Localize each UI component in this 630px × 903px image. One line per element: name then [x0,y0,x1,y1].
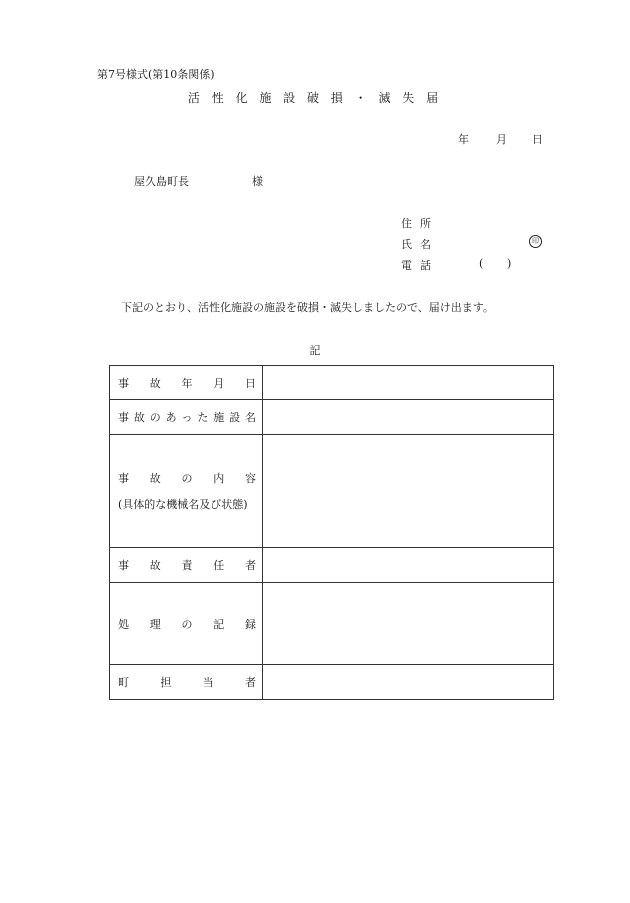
row-label [118,616,256,632]
document-title: 活 性 化 施 設 破 損 ・ 滅 失 届 [187,91,443,105]
address-label: 住所 [401,217,439,230]
label-char: 事 [118,376,129,390]
label-char: 設 [229,411,241,424]
table-row [110,665,554,700]
value-cell[interactable] [263,435,554,548]
label-char: の [181,472,193,485]
label-cell [110,400,263,435]
label-char: 町 [118,676,129,689]
label-char: の [149,411,161,424]
addressee-honorific: 様 [252,175,263,188]
label-char: 月 [213,376,225,390]
table-row [110,366,554,400]
phone-paren-close: ) [507,257,512,270]
table-row [110,583,554,665]
date-day-label: 日 [532,133,543,146]
seal-mark: 印 [529,235,542,248]
label-char: 者 [244,676,256,689]
label-char: 事 [118,559,129,572]
label-char: た [197,411,209,424]
label-char: 理 [149,617,161,631]
label-char: あ [165,411,177,424]
phone-label: 電話 [401,259,439,272]
value-cell[interactable] [263,366,554,400]
label-char: 任 [213,559,225,572]
date-month-label: 月 [496,133,507,146]
row-label [118,470,256,486]
row-label [118,409,256,425]
label-char: 日 [245,376,256,390]
label-char: 年 [181,376,193,390]
label-cell [110,665,263,700]
value-cell[interactable] [263,400,554,435]
label-char: 事 [118,472,129,485]
label-cell [110,548,263,583]
value-cell[interactable] [263,665,554,700]
row-label [118,674,256,690]
table-row [110,548,554,583]
row-sub-label: (具体的な機械名及び状態) [118,498,248,511]
label-char: 担 [160,676,172,689]
label-char: 容 [245,472,256,485]
label-char: 名 [245,411,256,424]
table-row [110,400,554,435]
label-char: 故 [149,472,161,485]
value-cell[interactable] [263,583,554,665]
label-char: 施 [213,411,225,424]
label-char: っ [181,411,193,424]
label-char: 録 [245,617,256,631]
label-char: 事 [118,411,129,424]
label-char: 故 [133,411,145,424]
label-char: 内 [213,472,225,485]
label-char: 責 [181,559,193,572]
table-row [110,435,554,548]
row-label [118,375,256,391]
phone-paren-open: ( [479,257,484,270]
label-char: 処 [118,617,129,631]
label-cell [110,366,263,400]
label-char: 故 [149,376,161,390]
form-number: 第7号様式(第10条関係) [97,68,215,81]
label-cell [110,583,263,665]
label-char: 故 [149,559,161,572]
label-char: の [181,617,193,631]
body-text: 下記のとおり、活性化施設の施設を破損・滅失しましたので、届け出ます。 [121,301,494,314]
row-label [118,557,256,573]
label-char: 当 [202,676,214,689]
value-cell[interactable] [263,548,554,583]
record-table [109,365,554,700]
ki-heading: 記 [309,344,321,357]
label-char: 記 [213,617,225,631]
addressee-name: 屋久島町長 [134,175,189,188]
name-label: 氏名 [401,238,439,251]
label-cell [110,435,263,548]
date-year-label: 年 [458,133,469,146]
label-char: 者 [245,559,256,572]
